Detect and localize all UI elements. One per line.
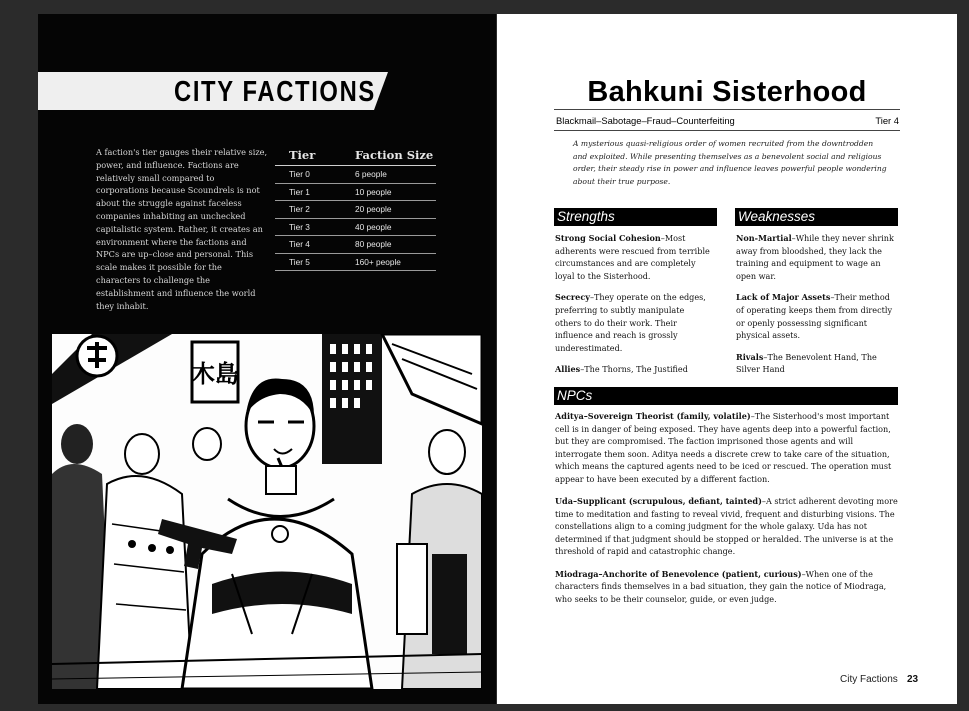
table-row xyxy=(275,166,436,184)
left-page xyxy=(38,14,496,704)
tier-cell: Tier 5 xyxy=(275,253,341,271)
table-row xyxy=(275,183,436,201)
list-item xyxy=(736,232,894,282)
tier-table xyxy=(275,148,436,271)
tier-table-header xyxy=(275,148,436,166)
list-item xyxy=(555,232,713,282)
illustration-sign-text: 木島 xyxy=(191,360,239,388)
npc-name: Aditya–Sovereign Theorist (family, volatile) xyxy=(555,411,751,421)
item-name: Rivals xyxy=(736,351,764,362)
tier-column-header: Tier xyxy=(275,148,341,166)
npc-list xyxy=(555,410,900,615)
weaknesses-list xyxy=(736,232,894,385)
illustration xyxy=(52,334,482,689)
list-item xyxy=(555,568,900,606)
tier-cell: Tier 4 xyxy=(275,236,341,254)
npc-name: Uda–Supplicant (scrupulous, defiant, tainted) xyxy=(555,496,762,507)
npcs-heading: NPCs xyxy=(554,387,898,405)
list-item xyxy=(736,351,894,376)
item-text: –While they never shrink away from bloodshed, they lack the training and equipment to wage an open war. xyxy=(736,233,894,281)
faction-size-column-header: Faction Size xyxy=(341,148,436,166)
npc-text: –When one of the characters finds themselves in a bad situation, they gain the notice of Miodraga, who seeks to be their counselor, guide, or even judge. xyxy=(555,568,887,604)
item-text: –They operate on the edges, preferring to subtly manipulate others to do their work. Their influence and reach is grossly underestimated. xyxy=(555,292,706,353)
tier-cell: Tier 2 xyxy=(275,201,341,219)
size-cell: 6 people xyxy=(341,166,436,184)
table-row xyxy=(275,218,436,236)
faction-tags: Blackmail–Sabotage–Fraud–Counterfeiting xyxy=(556,115,735,126)
intro-paragraph: A faction's tier gauges their relative size, power, and influence. Factions are relatively small compared to corporations because Scoundrels is not about the struggle against faceless companies inhabiting an unchecked capitalistic system. Rather, it creates an environment where the factions and NPCs are up–close and personal. This scale makes it possible for the characters to challenge the establishment and influence the world they inhabit. xyxy=(96,147,268,311)
item-text: –Their method of operating keeps them from directly or openly possessing significant physical assets. xyxy=(736,292,893,341)
size-cell: 80 people xyxy=(341,236,436,254)
tier-cell: Tier 3 xyxy=(275,218,341,236)
list-item xyxy=(555,495,900,558)
illustration-art xyxy=(52,334,482,689)
right-page xyxy=(497,14,957,704)
size-cell: 10 people xyxy=(341,183,436,201)
title-rule xyxy=(554,109,900,110)
item-text: –The Thorns, The Justified xyxy=(580,364,688,375)
list-item xyxy=(555,291,713,354)
table-row xyxy=(275,201,436,219)
npc-text: –The Sisterhood's most important cell is in danger of being exposed. They have agents deep into a powerful faction, but they are compromised. The faction imprisoned those agents and will interrogate them soon. Aditya needs a discrete crew to take care of the situation, which means the captured agents need to be iced or rescued. The operation must appear to have been executed by a different faction. xyxy=(555,411,892,484)
item-name: Allies xyxy=(555,364,581,375)
item-text: –The Benevolent Hand, The Silver Hand xyxy=(736,351,877,375)
item-name: Lack of Major Assets xyxy=(736,292,831,303)
tags-rule xyxy=(554,130,900,131)
item-name: Strong Social Cohesion xyxy=(555,233,661,243)
strengths-heading: Strengths xyxy=(554,208,717,226)
size-cell: 160+ people xyxy=(341,253,436,271)
npc-name: Miodraga–Anchorite of Benevolence (patient, curious) xyxy=(555,568,802,579)
page-title: CITY FACTIONS xyxy=(174,76,376,108)
faction-title: Bahkuni Sisterhood xyxy=(587,76,867,108)
list-item xyxy=(555,410,900,486)
item-name: Non-Martial xyxy=(736,233,792,243)
table-row xyxy=(275,236,436,254)
footer-section-title: City Factions xyxy=(840,674,898,685)
item-name: Secrecy xyxy=(555,292,590,303)
table-row xyxy=(275,253,436,271)
size-cell: 20 people xyxy=(341,201,436,219)
weaknesses-heading: Weaknesses xyxy=(735,208,898,226)
list-item xyxy=(555,363,713,376)
list-item xyxy=(736,291,894,341)
strengths-list xyxy=(555,232,713,385)
item-text: –Most adherents were rescued from terrible circumstances and are completely loyal to the Sisterhood. xyxy=(555,233,710,281)
faction-tier: Tier 4 xyxy=(875,115,899,126)
npc-text: –A strict adherent devoting more time to meditation and fasting to reveal vivid, frequent and disturbing visions. The constellations align to a coming judgment for the whole galaxy. Uda has not determined if that judgment should be stopped or heralded. The universe is at the threshold of rapid and catastrophic change. xyxy=(555,496,898,557)
tier-cell: Tier 1 xyxy=(275,183,341,201)
page-number: 23 xyxy=(907,674,919,685)
tier-cell: Tier 0 xyxy=(275,166,341,184)
size-cell: 40 people xyxy=(341,218,436,236)
faction-description: A mysterious quasi-religious order of women recruited from the downtrodden and exploited. While presenting themselves as a benevolent social and religious order, their steady rise in power and influence leaves powerful people wondering about their true purpose. xyxy=(573,139,887,186)
